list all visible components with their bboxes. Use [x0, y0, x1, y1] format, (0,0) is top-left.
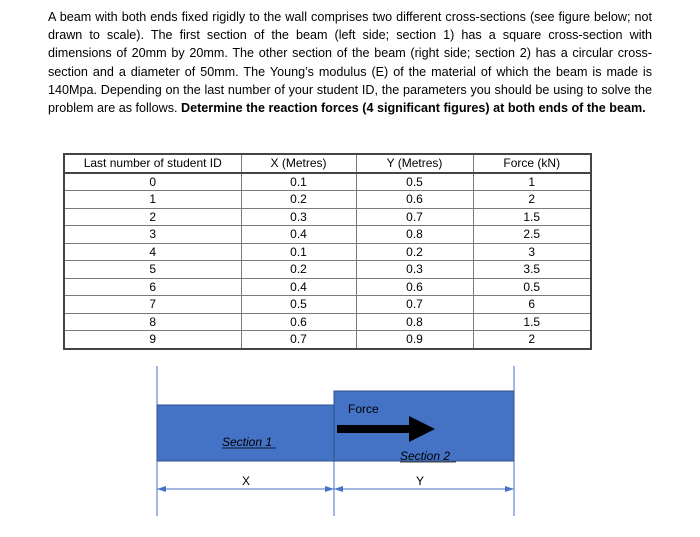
dimension-x-right-arrow: [325, 486, 334, 492]
cell-student-id: 0: [64, 173, 241, 191]
dimension-x-left-arrow: [157, 486, 166, 492]
cell-y: 0.9: [356, 331, 473, 349]
cell-force: 3.5: [473, 261, 591, 279]
dimension-x-label: X: [241, 474, 251, 488]
force-arrow-shaft: [337, 425, 411, 433]
cell-y: 0.6: [356, 191, 473, 209]
cell-student-id: 2: [64, 208, 241, 226]
cell-y: 0.5: [356, 173, 473, 191]
cell-force: 2.5: [473, 226, 591, 244]
cell-student-id: 1: [64, 191, 241, 209]
problem-task: Determine the reaction forces (4 significant figures) at both ends of the beam.: [181, 101, 646, 116]
header-student-id: Last number of student ID: [64, 154, 241, 173]
dimension-y-label: Y: [415, 474, 425, 488]
cell-y: 0.6: [356, 278, 473, 296]
cell-force: 1.5: [473, 208, 591, 226]
cell-x: 0.4: [241, 278, 356, 296]
cell-force: 2: [473, 331, 591, 349]
header-y: Y (Metres): [356, 154, 473, 173]
cell-x: 0.1: [241, 173, 356, 191]
cell-student-id: 5: [64, 261, 241, 279]
section-1-label: Section 1: [222, 435, 273, 449]
cell-student-id: 8: [64, 313, 241, 331]
section-2-label: Section 2: [400, 449, 451, 463]
cell-student-id: 3: [64, 226, 241, 244]
cell-force: 3: [473, 243, 591, 261]
cell-student-id: 9: [64, 331, 241, 349]
problem-intro: A beam with both ends fixed rigidly to the wall comprises two different cross-sections (see figure below; not drawn to scale). The first section of the beam (left side; section 1) has a square cross-section with dimensions of 20mm by 20mm. The other section of the beam (right side; section 2) has a circular cross-section and a diameter of 50mm. The Young’s modulus (E) of the material of which the beam is made is 140Mpa. Depending on the last number of your student ID, the parameters you should be using to solve the problem are as follows.: [48, 10, 652, 116]
cell-force: 0.5: [473, 278, 591, 296]
force-label: Force: [348, 402, 379, 416]
cell-y: 0.7: [356, 208, 473, 226]
cell-x: 0.3: [241, 208, 356, 226]
cell-student-id: 4: [64, 243, 241, 261]
cell-y: 0.2: [356, 243, 473, 261]
cell-force: 1: [473, 173, 591, 191]
cell-x: 0.2: [241, 191, 356, 209]
cell-force: 6: [473, 296, 591, 314]
section-1-beam: [157, 405, 335, 461]
cell-y: 0.8: [356, 313, 473, 331]
cell-y: 0.3: [356, 261, 473, 279]
cell-x: 0.6: [241, 313, 356, 331]
cell-force: 1.5: [473, 313, 591, 331]
cell-x: 0.2: [241, 261, 356, 279]
dimension-y-left-arrow: [334, 486, 343, 492]
cell-x: 0.7: [241, 331, 356, 349]
cell-student-id: 7: [64, 296, 241, 314]
cell-student-id: 6: [64, 278, 241, 296]
cell-x: 0.5: [241, 296, 356, 314]
cell-y: 0.8: [356, 226, 473, 244]
dimension-y-right-arrow: [505, 486, 514, 492]
header-force: Force (kN): [473, 154, 591, 173]
header-x: X (Metres): [241, 154, 356, 173]
cell-force: 2: [473, 191, 591, 209]
cell-y: 0.7: [356, 296, 473, 314]
cell-x: 0.1: [241, 243, 356, 261]
cell-x: 0.4: [241, 226, 356, 244]
